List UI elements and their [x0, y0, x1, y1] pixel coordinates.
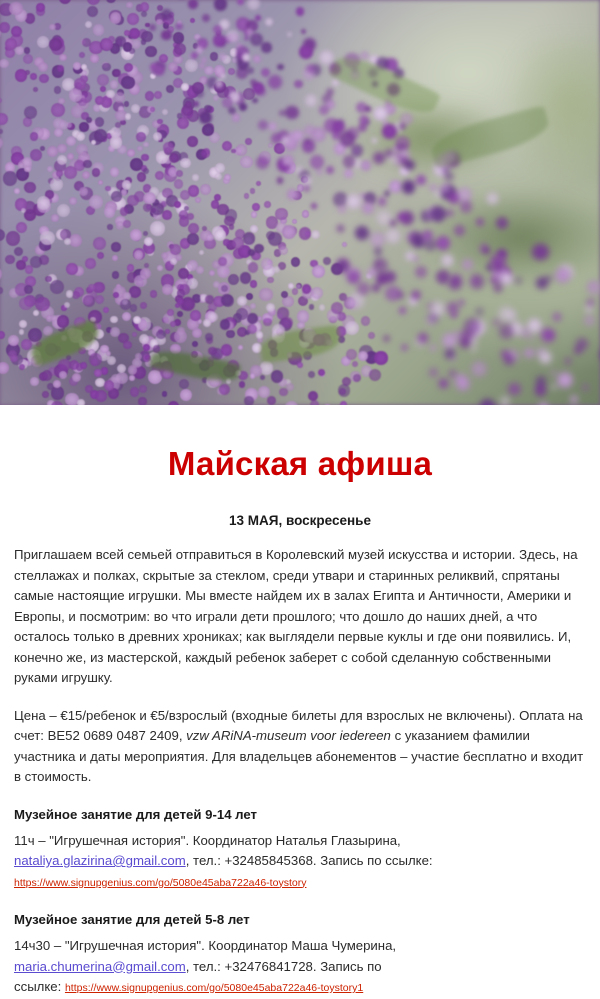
price-text-after: с указанием фамилии участника и даты мероприятия. Для владельцев абонементов – участие бесплатно и входит в стоимость. — [14, 728, 584, 784]
section-heading-1: Музейное занятие для детей 9-14 лет — [14, 806, 258, 822]
coordinator-email-1[interactable]: nataliya.glazirina@gmail.com — [14, 853, 186, 868]
event-date: 13 МАЯ, воскресенье — [229, 513, 371, 528]
section-heading-2: Музейное занятие для детей 5-8 лет — [14, 912, 250, 927]
session-details-2 — [14, 936, 586, 999]
session-phone-2: , тел.: +32476841728. Запись по — [185, 958, 382, 974]
intro-paragraph: Приглашаем всей семьей отправиться в Королевский музей искусства и истории. Здесь, на стеллажах и полках, скрытые за стеклом, среди утвари и старинных реликвий, спрятаны самые настоящие игрушки. Мы вместе найдем их в залах Египта и Античности, Америки и Европы, и посмотрим: во что играли дети прошлого; что дошло до наших дней, а что осталось только в древних хрониках; как выглядели первые куклы и где они появились. И, конечно же, из мастерской, каждый ребенок заберет с собой сделанную собственными руками игрушку. — [14, 547, 578, 685]
price-paragraph — [14, 706, 586, 788]
session-details-1 — [14, 831, 586, 894]
price-text-before: Цена – €15/ребенок и €5/взрослый (входные билеты для взрослых не включены). Оплата на счет: BE52 0689 0487 2409, — [14, 707, 583, 743]
session-time-1: 11ч – "Игрушечная история". Координатор Наталья Глазырина, — [14, 832, 401, 848]
article-content — [0, 445, 600, 999]
coordinator-email-2[interactable]: maria.chumerina@gmail.com — [14, 958, 186, 974]
signup-link-1[interactable]: https://www.signupgenius.com/go/5080e45aba722a46-toystory — [14, 876, 307, 889]
hero-image — [0, 0, 600, 405]
session-phone-1: , тел.: +32485845368. Запись по ссылке: — [185, 853, 433, 868]
signup-link-2[interactable]: https://www.signupgenius.com/go/5080e45aba722a46-toystory1 — [64, 982, 364, 994]
page-title: Майская афиша — [167, 445, 433, 482]
signup-link-prefix-2: ссылке: — [14, 979, 65, 994]
session-time-2: 14ч30 – "Игрушечная история". Координатор Маша Чумерина, — [14, 938, 397, 953]
org-name: vzw ARiNA-museum voor iedereen — [186, 728, 391, 743]
